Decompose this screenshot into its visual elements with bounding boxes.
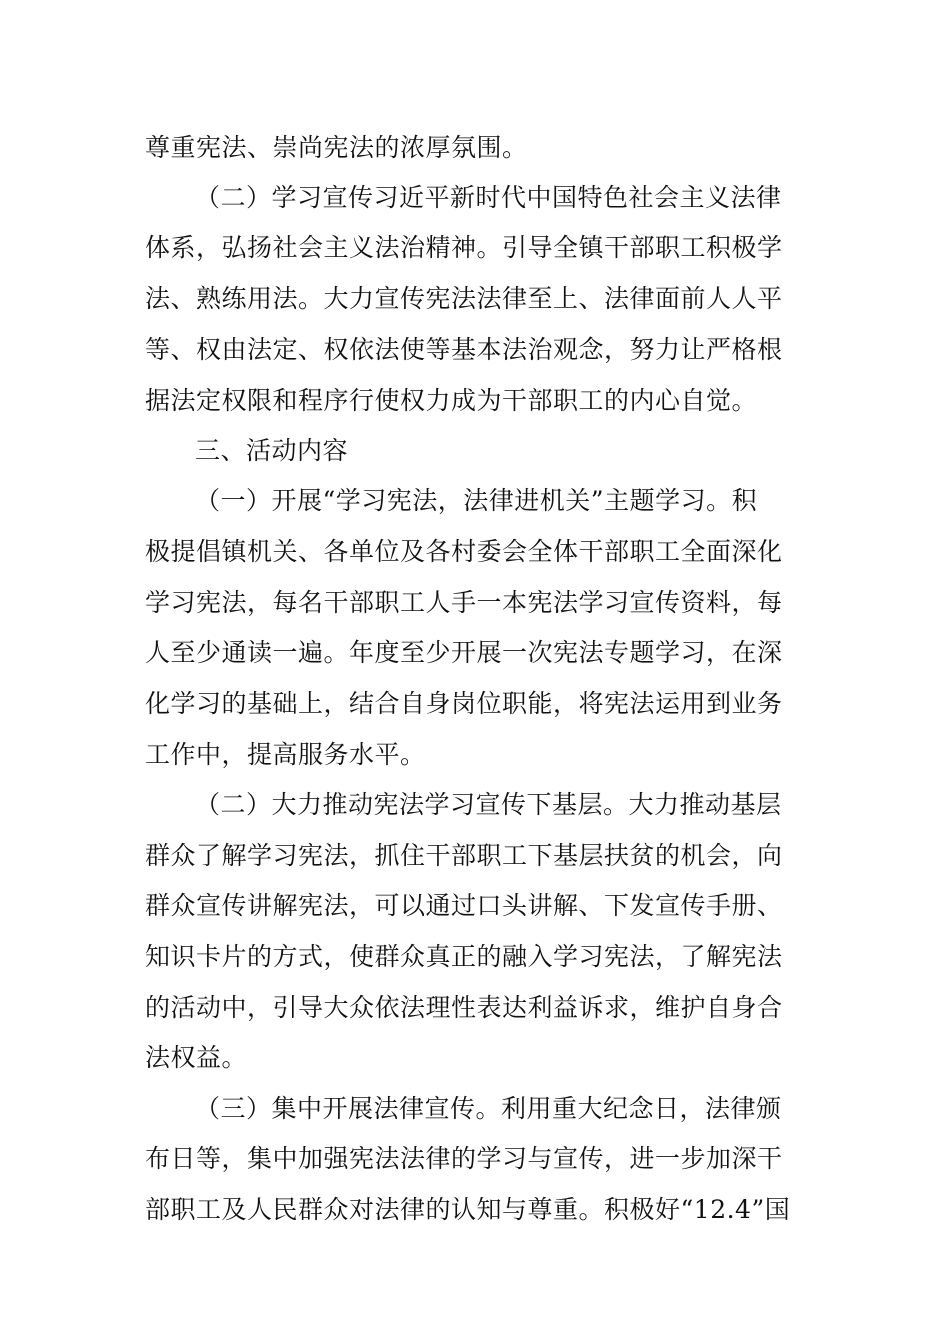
text-line: 部职工及人民群众对法律的认知与尊重。积极好“12.4”国: [145, 1195, 791, 1224]
text-line: 人至少通读一遍。年度至少开展一次宪法专题学习，在深: [145, 638, 783, 667]
paragraph-start: （二）大力推动宪法学习宣传下基层。大力推动基层: [195, 790, 782, 819]
text-line: 等、权由法定、权依法使等基本法治观念，努力让严格根: [145, 335, 783, 364]
paragraph-start: （三）集中开展法律宣传。利用重大纪念日，法律颁: [195, 1094, 782, 1123]
text-line: 极提倡镇机关、各单位及各村委会全体干部职工全面深化: [145, 537, 783, 566]
text-line: 布日等，集中加强宪法法律的学习与宣传，进一步加深干: [145, 1144, 783, 1173]
text-line: 知识卡片的方式，使群众真正的融入学习宪法，了解宪法: [145, 942, 783, 971]
text-line: 尊重宪法、崇尚宪法的浓厚氛围。: [145, 133, 528, 162]
section-heading: 三、活动内容: [195, 436, 349, 465]
text-line: 群众了解学习宪法，抓住干部职工下基层扶贫的机会，向: [145, 841, 783, 870]
text-line: 体系，弘扬社会主义法治精神。引导全镇干部职工积极学: [145, 233, 783, 262]
text-line: 法权益。: [145, 1043, 248, 1072]
text-line: 工作中，提高服务水平。: [145, 740, 426, 769]
paragraph-start: （一）开展“学习宪法，法律进机关”主题学习。积: [195, 486, 758, 515]
text-line: 群众宣传讲解宪法，可以通过口头讲解、下发宣传手册、: [145, 891, 783, 920]
text-line: 据法定权限和程序行使权力成为干部职工的内心自觉。: [145, 386, 758, 415]
paragraph-start: （二）学习宣传习近平新时代中国特色社会主义法律: [195, 183, 782, 212]
text-line: 的活动中，引导大众依法理性表达利益诉求，维护自身合: [145, 993, 783, 1022]
text-line: 化学习的基础上，结合自身岗位职能，将宪法运用到业务: [145, 689, 783, 718]
text-line: 学习宪法，每名干部职工人手一本宪法学习宣传资料，每: [145, 588, 783, 617]
text-line: 法、熟练用法。大力宣传宪法法律至上、法律面前人人平: [145, 284, 783, 313]
